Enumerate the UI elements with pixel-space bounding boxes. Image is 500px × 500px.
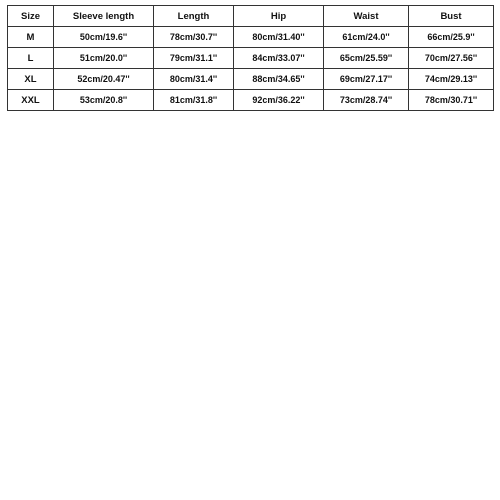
waist-cell: 69cm/27.17'' (324, 69, 409, 90)
header-waist: Waist (324, 6, 409, 27)
bust-cell: 70cm/27.56'' (409, 48, 494, 69)
sleeve-length-cell: 52cm/20.47'' (54, 69, 154, 90)
size-cell: XXL (8, 90, 54, 111)
table-row (8, 27, 494, 48)
header-bust: Bust (409, 6, 494, 27)
sleeve-length-cell: 53cm/20.8'' (54, 90, 154, 111)
table-row (8, 69, 494, 90)
hip-cell: 92cm/36.22'' (234, 90, 324, 111)
hip-cell: 84cm/33.07'' (234, 48, 324, 69)
size-cell: L (8, 48, 54, 69)
header-hip: Hip (234, 6, 324, 27)
waist-cell: 61cm/24.0'' (324, 27, 409, 48)
table-row (8, 48, 494, 69)
size-cell: XL (8, 69, 54, 90)
size-cell: M (8, 27, 54, 48)
header-length: Length (154, 6, 234, 27)
bust-cell: 78cm/30.71'' (409, 90, 494, 111)
length-cell: 80cm/31.4'' (154, 69, 234, 90)
length-cell: 81cm/31.8'' (154, 90, 234, 111)
hip-cell: 80cm/31.40'' (234, 27, 324, 48)
bust-cell: 74cm/29.13'' (409, 69, 494, 90)
bust-cell: 66cm/25.9'' (409, 27, 494, 48)
table-header-row (8, 6, 494, 27)
length-cell: 78cm/30.7'' (154, 27, 234, 48)
waist-cell: 65cm/25.59'' (324, 48, 409, 69)
waist-cell: 73cm/28.74'' (324, 90, 409, 111)
header-size: Size (8, 6, 54, 27)
header-sleeve-length: Sleeve length (54, 6, 154, 27)
size-chart-table (7, 5, 494, 111)
length-cell: 79cm/31.1'' (154, 48, 234, 69)
hip-cell: 88cm/34.65'' (234, 69, 324, 90)
sleeve-length-cell: 51cm/20.0'' (54, 48, 154, 69)
sleeve-length-cell: 50cm/19.6'' (54, 27, 154, 48)
table-row (8, 90, 494, 111)
